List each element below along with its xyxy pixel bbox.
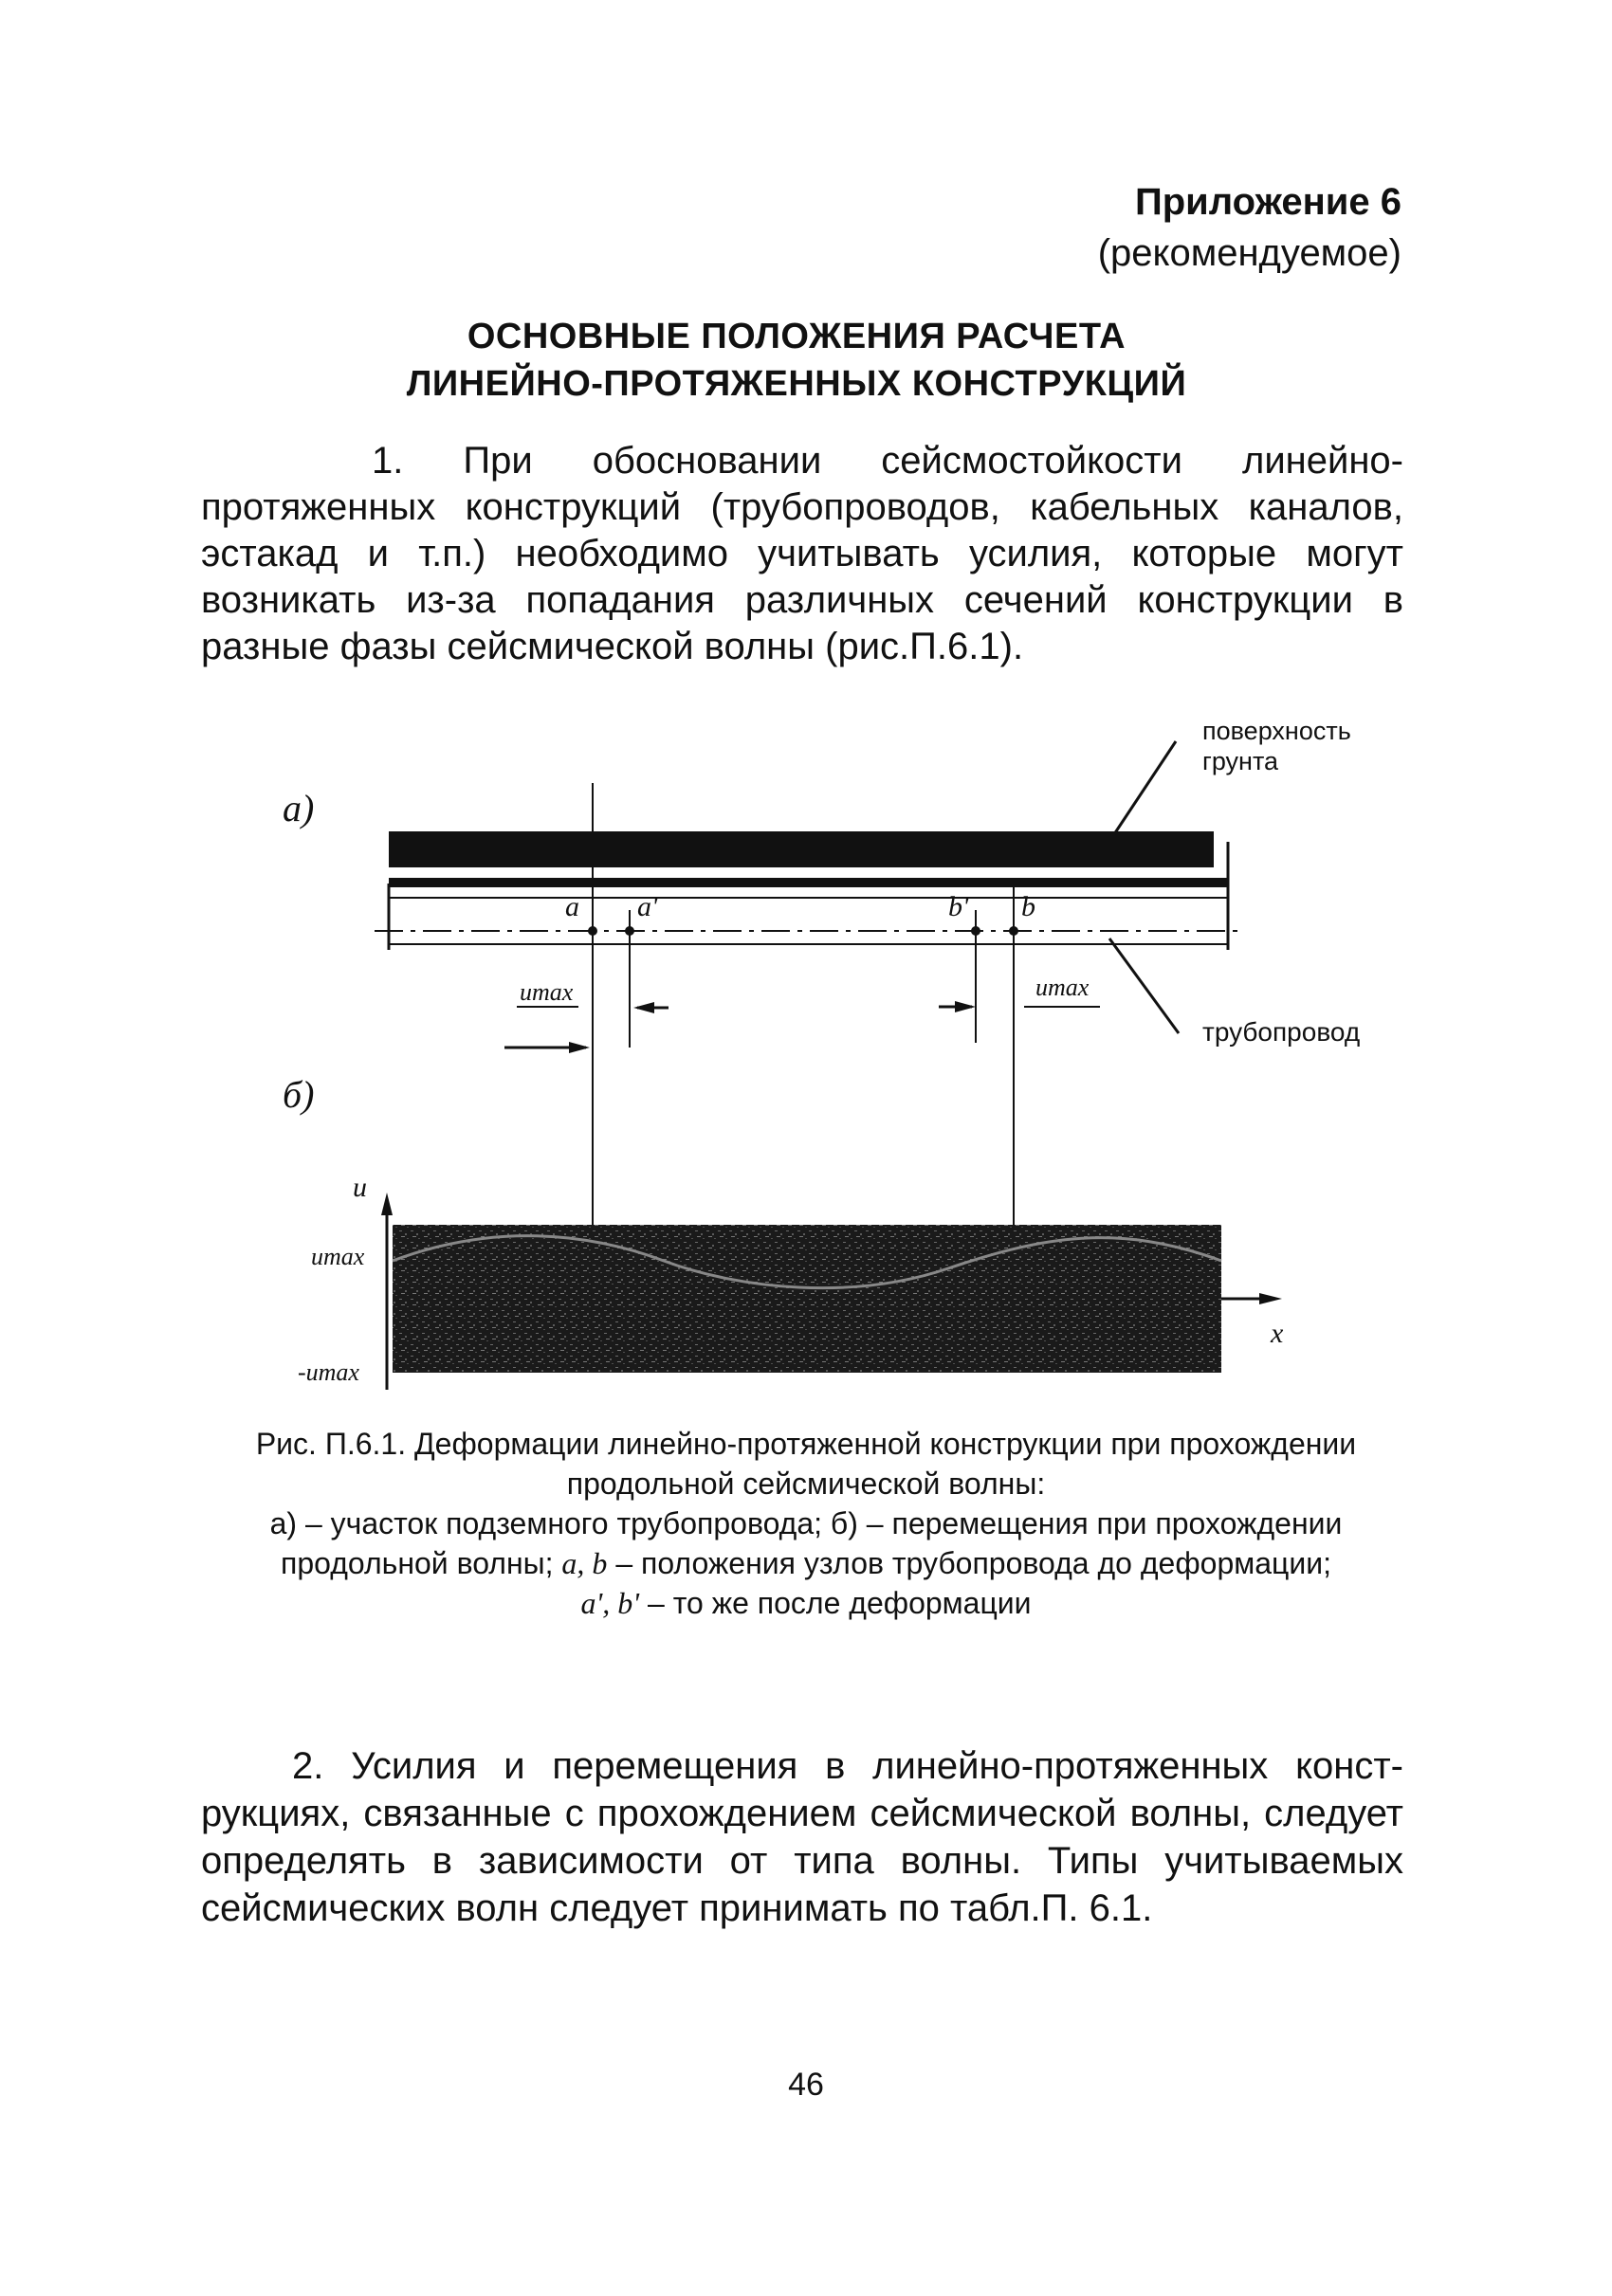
ground-surface-label-2: грунта	[1202, 747, 1279, 775]
axis-u-label: u	[353, 1172, 367, 1203]
node-b-prime-label: b'	[948, 891, 969, 922]
node-b-prime-dot	[971, 926, 980, 936]
caption-line-4-post: – положения узлов трубопровода до деформации;	[607, 1546, 1331, 1580]
caption-line-5-nodes: a', b'	[580, 1586, 640, 1620]
umax-left-label: umax	[520, 978, 574, 1006]
caption-line-4	[171, 1543, 1441, 1583]
axis-u-arrowhead	[381, 1193, 393, 1215]
axis-x-label: x	[1271, 1318, 1284, 1349]
node-a-prime-label: a'	[637, 891, 658, 922]
displacement-field	[393, 1225, 1221, 1373]
caption-line-5-post: – то же после деформации	[639, 1586, 1032, 1620]
umax-right-label: umax	[1035, 974, 1090, 1001]
caption-line-5	[171, 1583, 1441, 1623]
caption-line-4-pre: продольной волны;	[281, 1546, 562, 1580]
figure-caption	[171, 1424, 1441, 1623]
umax-left-arrowhead-1	[569, 1042, 590, 1053]
section-title	[284, 313, 1309, 408]
axis-x-arrowhead	[1259, 1293, 1282, 1304]
umax-right-arrowhead	[955, 1001, 976, 1012]
caption-line-3: а) – участок подземного трубопровода; б) – перемещения при прохождении	[269, 1506, 1343, 1540]
node-a-label: a	[565, 891, 579, 922]
caption-line-1: Рис. П.6.1. Деформации линейно-протяженной конструкции при прохождении	[255, 1427, 1357, 1461]
tick-minus-umax-label: -umax	[298, 1358, 359, 1386]
node-b-label: b	[1021, 891, 1035, 922]
ground-surface-leader	[1114, 741, 1176, 834]
appendix-number: Приложение 6	[1135, 181, 1401, 223]
page-number: 46	[788, 2067, 824, 2103]
pipeline-leader	[1109, 938, 1179, 1033]
pipeline-top-line	[389, 878, 1228, 887]
ground-surface-bar	[389, 831, 1214, 867]
title-line-2: ЛИНЕЙНО-ПРОТЯЖЕННЫХ КОНСТРУКЦИЙ	[406, 364, 1187, 404]
tick-umax-label: umax	[311, 1243, 365, 1270]
displacement-wave	[393, 1236, 1221, 1288]
node-a-prime-dot	[625, 926, 634, 936]
umax-left-arrowhead-2	[633, 1002, 654, 1013]
title-line-1: ОСНОВНЫЕ ПОЛОЖЕНИЯ РАСЧЕТА	[467, 317, 1127, 356]
figure-label-a: а)	[283, 787, 315, 829]
paragraph-1: 1. При обосновании сейсмостойкости линейно-протяженных конструкций (трубопроводов, кабельных каналов, эстакад и т.п.) необходимо учитывать усилия, которые могут возникать из-за попадания различных сечений конструкции в разные фазы сейсмической волны (рис.П.6.1).	[201, 440, 1403, 667]
caption-line-4-nodes: a, b	[561, 1546, 608, 1580]
ground-surface-label-1: поверхность	[1202, 717, 1351, 745]
pipeline-label: трубопровод	[1202, 1017, 1361, 1047]
figure-label-b: б)	[283, 1073, 315, 1116]
paragraph-2: 2. Усилия и перемещения в линейно-протяженных конструкциях, связанные с прохождением сейсмической волны, следует определять в зависимости от типа волны. Типы учитываемых сейсмических волн следует принимать по табл.П. 6.1.	[201, 1745, 1403, 1929]
node-b-dot	[1009, 926, 1018, 936]
caption-line-2: продольной сейсмической волны:	[566, 1467, 1046, 1501]
appendix-type: (рекомендуемое)	[1097, 232, 1401, 274]
appendix-header	[738, 176, 1401, 279]
node-a-dot	[588, 926, 597, 936]
